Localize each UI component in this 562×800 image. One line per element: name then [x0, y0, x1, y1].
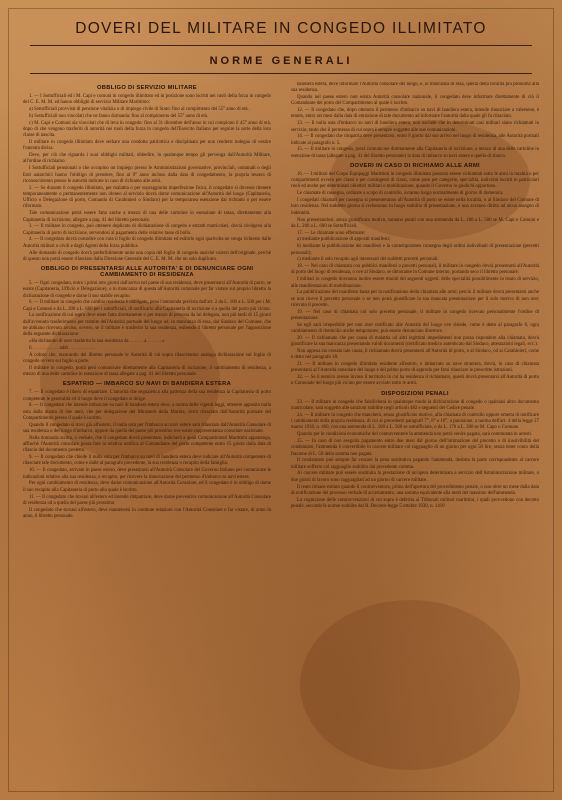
paragraph: bandiera estera, deve informare l'Autorità consolare del luogo, e, in mancanza di essa, quella della località più prossima alla sua residenza.: [291, 82, 539, 94]
paragraph: 2. — Se durante il congedo illimitato, per malattia o per sopraggiunta imperfezione fisica, il congedato si dovesse ritenere temporaneamente o permanentemente non idoneo al servizio dovrà darne comunicazione all'Autorità del luogo (Capitaneria, Ufficio o Delegazione di porto, Comando di Carabinieri o Sindaco) per la temporanea esenzione dai richiami o per essere riformato.: [23, 185, 271, 210]
paragraph: 17. — Le chiamate sono effettuate:: [297, 230, 366, 236]
paragraph: b) Sottufficiali non vincolati che ne fanno domanda: fino al compimento del 55° anno di età.: [29, 113, 209, 119]
paragraph: 6. — Il militare in congedo che cambia residenza è obbligato, pena l'ammenda prevista dall'art. 2 da L. 100 a L. 500 per i M. Capi e Comuni e da L. 200 a L. 600 per i sottufficiali, di notificarlo alla Capitaneria di iscrizione o a quella del porto più vicino.: [23, 300, 271, 312]
paragraph: Tale comunicazione potrà essere fatta anche a mezzo di una delle cartoline in esenzione di tassa, direttamente alla Capitaneria di iscrizione, allegate a pag. 41 del libretto personale.: [23, 211, 271, 223]
paragraph: Per ogni cambiamento di residenza, deve darne comunicazione all'Autorità Consolare, ed il congedato è in obbligo di darne il suo recapito alla Capitaneria di porto alla quale è iscritto.: [23, 481, 271, 493]
paragraph: 7. — Il congedato è libero di espatriare. L'autorità che segnaletica alla partenza della sua residenza la Capitaneria di porto competente le generalità ed il luogo dove il congedato si dirige.: [23, 390, 271, 402]
paragraph: 20. — Il richiamato che per causa di malattia od altri legittimi impedimenti non possa rispondere alla chiamata, dovrà giustificare la sua mancanza presentando validi documenti (certificato medico autenticato dal Sindaco, attestazioni legali, ecc.).: [291, 335, 539, 348]
paragraph: b) mediante la pubblicazione dei manifesti e la contemporanea consegna degli ordini individuali di presentazione (precetti personali);: [291, 244, 539, 256]
paragraph: 14. — Il congedato che rimpatria deve presentarsi, entro 8 giorni dal suo arrivo nel luogo di residenza, alle Autorità portuali indicate al paragrafo n. 5.: [291, 134, 539, 146]
paragraph: 19. — Nel caso di chiamata col solo precetto personale, il militare in congedo ricevuto personalmente l'ordine di presentazione.: [291, 309, 539, 321]
paragraph: 12. — Il congedato che, dopo ottenuto il permesso d'imbarco su navi di bandiera estera, intende rinunciare a valersene, è tenuto, entro sei mesi dalla data di emissione di tale documento ad informare l'autorità dalla quale gli fu rilasciato.: [291, 108, 539, 120]
paragraph: Se egli sarà irreperibile per non aver notificato alle Autorità del luogo ove risiede, come è detto al paragrafo 6, ogni cambiamento di domicilio anche temporaneo, può essere denunciato disertore.: [291, 322, 539, 335]
paragraph: 18. — Nel caso di chiamata con pubblici manifesti o precetti personali, il militare in congedo dovrà presentarsi all'Autorità di porto del luogo di residenza, o ove al Sindaco, se dimorante in Comune interno, portando seco il libretto personale.: [291, 264, 539, 276]
section-heading: OBBLIGO DI SERVIZIO MILITARE: [97, 85, 197, 91]
paragraph: Quando nel paese estero non esista Autorità consolare nazionale, il congedato deve informare direttamente di ciò il Comandante del porto del Compartimento al quale è iscritto.: [291, 95, 539, 107]
paragraph: Il condannato può sempre far cessare la pena sostitutiva pagando l'ammenda, dedotta la parte corrispondente al carcere militare sofferto col ragguaglio stabilito dal precedente comma.: [291, 458, 539, 470]
paragraph: Il congedato che trovasi all'estero, deve mantenersi in continue relazioni con l'Autorità Consolare e far vistare, di anno in anno, il libretto personale.: [23, 507, 271, 519]
paragraph: 24. — Il militare in congedo che mancherà, senza giustificato motivo, alla chiamata di controllo oppure ometta di notificare i cambiamenti della propria residenza, di cui ai precedenti paragrafi 7°, 8° e 10°, a punizione, a norma dell'art. 4 della legge 27 marzo 1930, n. 460, con una ammenda di L. 100 a L. 500 se sottufficiale, o da L. 170 a L. 300 se M. Capo o Comune.: [291, 412, 539, 431]
paragraph: 16. — I militari del Corpo Equipaggi Marittimi in congedo illimitato possono essere richiamati sotto le armi in totalità o per compartimenti ovvero per classi o per contingenti di classi, come pure per categorie, specialità, individui iscritti in particolari ruoli ed anche per determinati obiettivi militari o mobilitazione, quando il Governo lo giudichi opportuno.: [291, 171, 539, 190]
paragraph: Il reato rimane estinto quando il contravventore, prima dell'apertura del procedimento penale, o non oltre un mese dalla data di notificazione del processo verbale di accertamento, una somma equivalente alla metà del massimo dell'ammenda.: [291, 484, 539, 496]
paragraph: Deve, per ciò che riguarda i suoi obblighi militari, obbedire, in qualunque tempo gli pervenga dall'Autorità Militare, all'ordine di richiamo.: [23, 153, 271, 165]
paragraph: 11. — Il congedato che trovasi all'estero ed intende rimpatriare, deve darne preventiva comunicazione all'Autorità Consolare di residenza od a quella del paese più prossimo.: [23, 494, 271, 506]
paragraph: A coloro che, mancando del libretto personale le Autorità di cui sopra rilasceranno analoga dichiarazione sul foglio di congedo ovvero sul foglio a parte.: [23, 352, 271, 364]
section-heading: DISPOSIZIONI PENALI: [381, 390, 449, 397]
paragraph: 4. — Il congedato dovrà custodire con cura il foglio di congedo illimitato ed esibirlo ogni qualvolta ne venga richiesto dalle Autorità militari o civili e dagli Agenti della forza pubblica.: [23, 237, 271, 249]
paragraph: 10. — Il congedato, arrivato in paese estero, deve presentarsi all'Autorità Consolare del Governo Italiano per comunicare le indicazioni relative alla sua residenza, o recapito, per ricevere la rinnovazione del permesso d'imbarco su navi estere.: [23, 468, 271, 480]
paragraph: Il militare in congedo, potrà però comunicare direttamente alla Capitaneria di iscrizione, il cambiamento di residenza, a mezzo di una delle cartoline in esenzione di tassa allegate a pag. 41 del libretto personale.: [23, 365, 271, 378]
paragraph: 13. — Il nulla osta d'imbarco su navi di bandiera estera, non esclude che in determinati casi militari siano richiamati in servizio; tanto che il permesso di cui sopra è sempre soggetto alle sue comunicazioni.: [291, 121, 539, 133]
right-column: [291, 82, 539, 787]
paragraph: 23. — Il militare in congedo che falsificherà in qualunque modo la dichiarazione di congedo o qualsiasi altro documento matricolare, sarà soggetto alle sanzioni stabilite negli articoli 482 e seguenti del Codice penale.: [291, 399, 539, 411]
section-heading: ESPATRIO — IMBARCO SU NAVI DI BANDIERA ESTERA: [62, 381, 232, 388]
paragraph: Alle domande di congedo dovrà preferibilmente unire una copia del foglio di congedo anzichè valersi dell'originale, perchè di questo non potrà essere rilasciato dalla Direzione Generale del C. E. M. M. che un solo duplicato.: [23, 250, 271, 262]
paragraph: La cognizione delle contravvenzioni di cui sopra è deferita ai Tribunali militari marittimi, i quali provvedono con decreto penale, secondo le norme stabilite dal R. Decreto-legge 5 ottobre 1930, n. 1410: [291, 497, 539, 509]
paragraph: 3. — Il militare in congedo, può ottenere duplicato di dichiarazione di congedo e estratti matricolari, dovrà rivolgersi alla Capitaneria di porto di iscrizione, servendosi al pagamento delle relative tasse di bollo.: [23, 224, 271, 236]
paragraph: lì . . . . . . . . . . . addì . . . . . . . . . . .: [29, 345, 95, 351]
paragraph: 15. — Il militare in congedo, potrà comunicare direttamente alla Capitaneria di iscrizione, a mezzo di una delle cartoline in esenzione di tassa (allegate a pag. 41 del libretto personale) la data di imbarco su navi estere e quella di sbarco.: [291, 147, 539, 159]
paragraph: a) Sottufficiali provvisti di pensione vitalizia o di impiego civile di Stato: fino al compimento del 55° anno di età.: [29, 107, 249, 113]
paragraph: La notificazione di cui sopra deve esser fatta direttamente o per mezzo di persona da lui delegata, non più tardi di 15 giorni dall'avvenuto trasferimento per tramite dell'Autorità portuale del luogo od, in mancanza di essa, dal Sindaco del Comune, che ne abbiano ricevuto avviso, ovvero, se il militare è trasferito la sua residenza, esibendo il libretto personale per l'apposizione della seguente dichiarazione:: [23, 313, 271, 338]
paragraph: I Sottufficiali pensionati o che occupino un impiego presso le Amministrazioni governative, provinciali, comunali o degli Enti autarchici hanno l'obbligo di prendere, fino al 9° anno incluso dalla data di congedamento, la propria tessera di riconoscimento presso le autorità indicate in caso di richiamo alle armi.: [23, 166, 271, 184]
paragraph: Quando il congedato si trovi già all'estero, il nulla osta per l'imbarco su navi estere sarà rilasciato dall'Autorità Consolare di sua residenza o del luogo d'imbarco, oppure da quella del paese più prossimo ove esiste rappresentanza consolare nazionale.: [23, 422, 271, 435]
subtitle-rule: [30, 73, 532, 74]
paragraph: I congedati chiamati per rassegna si presenteranno all'Autorità di porto se esiste nella località, o al Sindaco del Comune di loro residenza. Nel suddetto giorno si recheranno in luogo stabilito di presentazione, e non avranno diritto ad alcun assegno di indennità.: [291, 198, 539, 216]
paragraph: 5. — Ogni congedato, entro i primi otto giorni dall'arrivo nel paese di sua residenza, deve presentarsi all'Autorità di porto, se esiste (Capitaneria, Ufficio o Delegazione), o in mancanza di questa all'Autorità comunale per far vistare sul proprio libretto la dichiarazione di congedo e darne il suo stabile recapito.: [23, 281, 271, 299]
left-column: [23, 82, 271, 787]
paragraph: 9. — Il congedato che chiede il nulla osta per l'imbarco su navi di bandiera estera deve indicare all'Autorità competente di rilasciare tale documento, come e dalle al paragrafo precedente, la sua residenza o recapito della famiglia.: [23, 455, 271, 467]
paragraph: c) M. Capi e Comuni sia vincolati che di leva in congedo: fino al 31 dicembre dell'anno in cui compiono il 45° anno di età, dopo di che vengono trasferiti di autorità nei ruoli della forza in congedo dell'Esercito Italiano per seguire la sorte della loro classe di nascita.: [23, 120, 271, 139]
paragraph: I militari in congedo dovranno inoltre essere muniti dei seguenti oggetti: delle specialità possibilmente in istato di servizio, alle manifestazioni di mobilitazione.: [291, 277, 539, 289]
paragraph: a) mediante pubblicazione di appositi manifesti;: [297, 237, 391, 243]
document-title: DOVERI DEL MILITARE IN CONGEDO ILLIMITATO: [75, 20, 487, 37]
paragraph: 1. — I Sottufficiali ed i M. Capi e comuni in congedo illimitato ed in posizione sono iscritti nei ruoli della forza in congedo del C. E. M. M. ed hanno obblighi di servizio Militare Marittimo:: [23, 94, 271, 106]
paragraph: 22. — Se il nemico avesse invaso il territorio in cui ha residenza il richiamato, questi dovrà presentarsi all'Autorità di porto o Comunale del luogo più vicino per essere avviato sotto le armi.: [291, 375, 539, 387]
paragraph: c) mediante il solo recapito agli interessati dei suddetti precetti personali.: [297, 257, 439, 263]
document-subtitle: NORME GENERALI: [209, 55, 353, 67]
paragraph: Non presentandosi, senza giustificato motivo, saranno puniti con una ammenda da L. 100 a L. 500 se M. Capi e Comuni e da L. 200 a L. 600 se Sottufficiali.: [291, 217, 539, 229]
paragraph: La pubblicazione del manifesto basta per la notificazione della chiamata alle armi; perciò il militare dovrà presentarsi anche se non riceve il precetto personale o se non potrà giustificare la sua mancata presentazione per il solo motivo di non aver ricevuto il precetto.: [291, 290, 539, 308]
section-heading: DOVERI IN CASO DI RICHIAMO ALLE ARMI: [350, 162, 480, 169]
paragraph: Il militare in congedo illimitato deve serbare una condotta patriottica e disciplinata per non renderst indegno di vestire l'onorata divisa.: [23, 140, 271, 152]
paragraph: Nella domanda scritta, o verbale, che il congedato dovrà presentare, indicherà a quali Compartimenti Marittimi appartenga, affinchè l'Autorità consolare possa fare la relativa notifica al Comandante del porto competente entro 15 giorni dalla data di rilascio del documento predetto.: [23, 435, 271, 454]
paragraph: 8. — Il congedato che intende imbarcare su navi di bandiera estera deve, a norma delle vigenti leggi, ottenere apposito nulla osta dalla durata di due anni, che per delegazione del Ministero della Marina, verrà rilasciato dall'Autorità portuale del Compartimento presso il quale è iscritto.: [23, 403, 271, 421]
paragraph: Quando per le condizioni economiche del contravventore la ammenda non potrà venire pagata, sarà commutata in arresti.: [297, 432, 533, 438]
paragraph: Al carcere militare può essere sostituita la prestazione di un'opera determinata a servizio dell'Amministrazione militare, o due giorni di lavoro sono ragguagliati ad un giorno di carcere militare.: [291, 471, 539, 483]
paragraph: «Ha dichiarato di aver trasferito la sua residenza da . . . . . . a . . . . . . »: [29, 339, 165, 345]
section-heading: OBBLIGO DI PRESENTARSI ALLE AUTORITA' E DI DENUNCIARE OGNI CAMBIAMENTO DI RESIDENZA: [40, 266, 254, 279]
paragraph: Non appena sia cessata tale causa, il richiamato dovrà presentarsi all'Autorità di porto, o al Sindaco, od ai Carabinieri, come è detto nel paragrafo 18.: [291, 349, 539, 361]
paragraph: 25. — In caso di non eseguita pagamento entro due mesi dal giorno dell'intimazione del precetto o di insolvibilità del condannato, l'ammenda è convertibile in carcere militare col ragguaglio di un giorno per ogni 50 lire, senza tener conto della frazione di L. 50 della somma non pagata.: [291, 439, 539, 457]
paragraph: 21. — Il militare in congedo illimitato residente all'estero, e imbarcato su nave straniera, dovrà, in caso di chiamata presentarsi al l'Autorità consolare del luogo e del primo porto di approdo per farsi rilasciare le prescritte istruzioni.: [291, 362, 539, 374]
title-rule: [30, 45, 532, 46]
paragraph: Le chiamate di rassegna, ordinate a scopo di controllo, avranno luogo normalmente di giorno di domenica.: [297, 191, 504, 197]
